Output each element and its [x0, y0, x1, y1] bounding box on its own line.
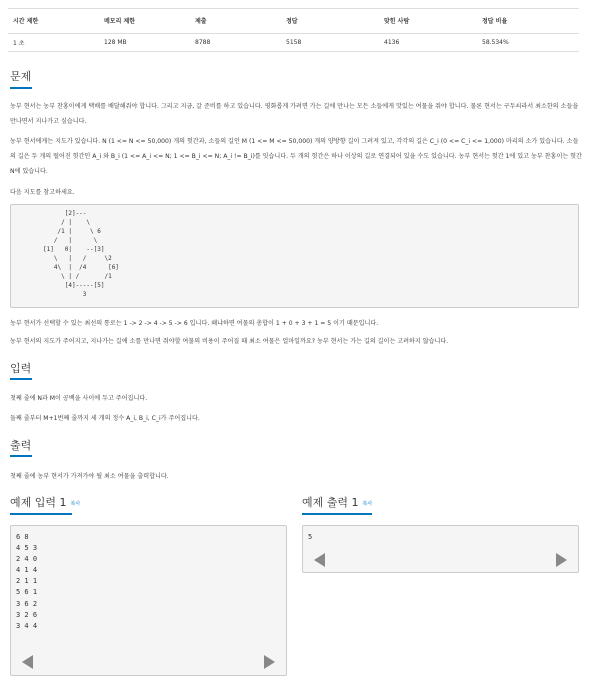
- sample-output-scroll-right-icon[interactable]: [556, 553, 567, 567]
- sample-output-copy-link[interactable]: 복사: [362, 500, 373, 507]
- problem-paragraph-5: 농부 현서의 지도가 주어지고, 지나가는 길에 소를 만나면 줘야할 여물의 비용이 주어질 때 최소 여물은 얼마일까요? 농부 현서는 가는 길의 길이는 고려하지 않습니다.: [10, 338, 449, 345]
- sample-input-scroll-left-icon[interactable]: [22, 655, 33, 669]
- sample-output-heading: [302, 494, 372, 510]
- time-limit-value: 1 초: [8, 33, 99, 51]
- sample-output-title: 예제 출력 1: [302, 496, 359, 509]
- sample-input-title: 예제 입력 1: [10, 496, 67, 509]
- problem-paragraph-3: 다음 지도를 참고하세요.: [10, 189, 75, 196]
- header-ratio: 정답 비율: [477, 9, 579, 33]
- output-heading-underline: [10, 455, 32, 457]
- header-solved-users: 맞힌 사람: [379, 9, 477, 33]
- sample-input-underline: [10, 513, 72, 515]
- sample-output-underline: [302, 513, 372, 515]
- problem-heading: 문제: [10, 70, 32, 83]
- solved-users-value: 4136: [379, 33, 477, 51]
- ratio-value: 58.534%: [477, 33, 579, 51]
- table-header-row: [8, 9, 579, 33]
- header-time-limit: 시간 제한: [8, 9, 99, 33]
- sample-output-box: 5: [302, 525, 579, 573]
- problem-heading-underline: [10, 87, 32, 89]
- sample-output-scroll-left-icon[interactable]: [314, 553, 325, 567]
- problem-paragraph-4: 농부 현서가 선택할 수 있는 최선의 통로는 1 -> 2 -> 4 -> 5 -> 6 입니다. 왜냐하면 여물의 총합이 1 + 0 + 3 + 1 = 5 이기 때문입니다.: [10, 320, 379, 327]
- problem-info-table: [8, 8, 579, 52]
- memory-limit-value: 128 MB: [99, 33, 190, 51]
- sample-input-scroll-right-icon[interactable]: [264, 655, 275, 669]
- submissions-value: 8788: [190, 33, 281, 51]
- header-submissions: 제출: [190, 9, 281, 33]
- map-diagram: [2]--- / | \ /1 | \ 6 / | \ [1] 0| --[3] \ | / \2 4\ | /4 [6] \ | / /1 [4]-----[5] 3: [10, 204, 579, 308]
- sample-input-box: 6 8 4 5 3 2 4 0 4 1 4 2 1 1 5 6 1 3 6 2 3 2 6 3 4 4: [10, 525, 287, 676]
- problem-paragraph-2: 농부 현서에게는 지도가 있습니다. N (1 <= N <= 50,000) 개의 헛간과, 소들의 길인 M (1 <= M <= 50,000) 개의 양방향 길이 그려져 있고, 각각의 길은 C_i (0 <= C_i <= 1,000) 마리의 소가 있습니다. 소들의 길은 두 개의 떨어진 헛간인 A_i 와 B_i (1 <= A_i <= N; 1 <= B_i <= N; A_i != B_i)를 잇습니다. 두 개의 헛간은 하나 이상의 길로 연결되어 있을 수도 있습니다. 농부 현서는 헛간 1에 있고 농부 찬홍이는 헛간 N에 있습니다.: [10, 138, 582, 175]
- header-memory-limit: 메모리 제한: [99, 9, 190, 33]
- output-heading: 출력: [10, 439, 32, 452]
- problem-paragraph-1: 농부 현서는 농부 찬홍이에게 택배를 배달해줘야 합니다. 그리고 지금, 갈 준비를 하고 있습니다. 평화롭게 가려면 가는 길에 만나는 모든 소들에게 맛있는 여물을 줘야 합니다. 물론 현서는 구두쇠라서 최소한의 소들을 만나면서 지나가고 싶습니다.: [10, 103, 579, 125]
- accepted-value: 5158: [281, 33, 379, 51]
- table-row: [8, 33, 579, 51]
- input-paragraph-2: 둘째 줄부터 M+1번째 줄까지 세 개의 정수 A_i, B_i, C_i가 주어집니다.: [10, 415, 200, 422]
- input-paragraph-1: 첫째 줄에 N과 M이 공백을 사이에 두고 주어집니다.: [10, 395, 148, 402]
- sample-input-copy-link[interactable]: 복사: [70, 500, 81, 507]
- sample-input-heading: [10, 494, 80, 510]
- header-accepted: 정답: [281, 9, 379, 33]
- input-heading-underline: [10, 378, 32, 380]
- input-heading: 입력: [10, 362, 32, 375]
- output-paragraph-1: 첫째 줄에 농부 현서가 가져가야 될 최소 여물을 출력합니다.: [10, 473, 169, 480]
